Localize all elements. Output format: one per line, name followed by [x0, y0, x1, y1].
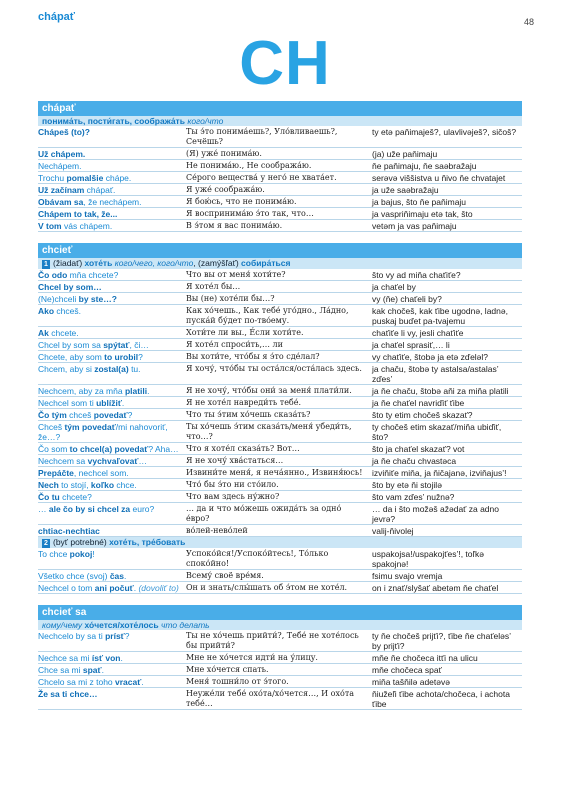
- slovak-phrase: Nechcem, aby za mňa platili.: [38, 386, 150, 396]
- entry-chciet2: [38, 537, 522, 594]
- transliteration: ja bajus, što ňe paňimaju: [372, 197, 467, 207]
- russian-translation: Мне не хо́чется идти́ на у́лицу.: [186, 653, 318, 662]
- russian-translation: Вы хоти́те, что́бы я э́то сде́лал?: [186, 352, 320, 361]
- transliteration: ty chočeš etim skazať/miňa ubiďiť, što?: [372, 422, 502, 442]
- slovak-phrase: Ako chceš.: [38, 306, 81, 316]
- slovak-phrase: … ale čo by si chcel za euro?: [38, 504, 155, 514]
- russian-translation: Успоко́йся!/Успоко́йтесь!, То́лько споко́йно!: [186, 549, 329, 568]
- sense-heading: [38, 116, 522, 126]
- slovak-phrase: Čo odo mňa chcete?: [38, 270, 119, 280]
- sense-heading: [38, 258, 522, 269]
- transliteration: uspakojsa!/uspakojťes’!, toľkə spakojnə!: [372, 549, 484, 569]
- table-row: [38, 630, 522, 652]
- slovak-phrase: Nechápem.: [38, 161, 82, 171]
- slovak-phrase: To chce pokoj!: [38, 549, 95, 559]
- table-row: [38, 479, 522, 491]
- table-row: [38, 570, 522, 582]
- slovak-phrase: Nechcelo by sa ti prísť?: [38, 631, 130, 641]
- table-row: [38, 652, 522, 664]
- transliteration: što by etə ňi stojilə: [372, 480, 442, 490]
- transliteration: miňa tašňilə adetəvə: [372, 677, 450, 687]
- russian-translation: Ты не хо́чешь прийти́?, Тебе́ не хоте́лось бы прийти́?: [186, 631, 359, 650]
- slovak-phrase: Ak chcete.: [38, 328, 79, 338]
- entry-chapat: [38, 101, 522, 232]
- table-row: [38, 467, 522, 479]
- transliteration: ja vaspriňimaju etə tak, što: [372, 209, 473, 219]
- slovak-phrase: Už začínam chápať.: [38, 185, 116, 195]
- table-row: [38, 443, 522, 455]
- transliteration: mňe chočeca spať: [372, 665, 442, 675]
- russian-translation: Я не хоте́л навреди́ть тебе́.: [186, 398, 302, 407]
- sense-heading: [38, 620, 522, 630]
- table-row: [38, 385, 522, 397]
- transliteration: kak chočeš, kak ťibe ugodnə, ladnə, puskaj buďet pa-tvajemu: [372, 306, 508, 326]
- sense-translation: понима́ть, пости́гать, сообража́ть кого/что: [42, 116, 224, 126]
- transliteration: vetəm ja vas paňimaju: [372, 221, 457, 231]
- russian-translation: Не понима́ю., Не сообража́ю.: [186, 161, 312, 170]
- table-row: [38, 582, 522, 594]
- entry-chciet: [38, 243, 522, 537]
- russian-translation: Ты хо́чешь э́тим сказа́ть/меня́ убеди́ть, что…?: [186, 422, 352, 441]
- table-row: [38, 172, 522, 184]
- transliteration: što ja chaťel skazať? vot: [372, 444, 465, 454]
- table-row: [38, 351, 522, 363]
- slovak-phrase: V tom vás chápem.: [38, 221, 113, 231]
- russian-translation: Я хоте́л спроси́ть,… ли: [186, 340, 283, 349]
- table-row: [38, 688, 522, 710]
- page-number: 48: [523, 17, 534, 27]
- running-head: chápať: [38, 11, 76, 23]
- table-row: [38, 148, 522, 160]
- slovak-phrase: Čo tým chceš povedať?: [38, 410, 133, 420]
- table-row: [38, 220, 522, 232]
- russian-translation: Я хоте́л бы…: [186, 282, 241, 291]
- transliteration: ja chaču, štobə ty astalsa/astalas’ zďes’: [372, 364, 499, 384]
- table-row: [38, 269, 522, 281]
- table-row: [38, 208, 522, 220]
- russian-translation: Се́рого вещества́ у него́ не хвата́ет.: [186, 173, 337, 182]
- table-row: [38, 126, 522, 148]
- sense-translation: (žiadať) хоте́ть кого/чего, кого/что, (zamýšľať) собира́ться: [53, 258, 291, 268]
- table-row: [38, 491, 522, 503]
- transliteration: ňiužeľi ťibe achota/chočeca, i achota ťibe: [372, 689, 510, 709]
- slovak-phrase: Chápem to tak, že...: [38, 209, 118, 219]
- russian-translation: Что вам здесь ну́жно?: [186, 492, 280, 501]
- entry-headword: chápať: [38, 101, 522, 116]
- section-letter: CH: [239, 29, 331, 98]
- russian-translation: Что ты э́тим хо́чешь сказа́ть?: [186, 410, 311, 419]
- russian-translation: (Я) уже́ понима́ю.: [186, 149, 262, 158]
- russian-translation: Я уже́ сообража́ю.: [186, 185, 265, 194]
- transliteration: on i znať/slyšať abetəm ňe chaťel: [372, 583, 499, 593]
- transliteration: ja ňe chaču chvastəca: [372, 456, 457, 466]
- sense-translation: (byť potrebné) хоте́ть, тре́бовать: [53, 537, 186, 547]
- slovak-phrase: Trochu pomalšie chápe.: [38, 173, 132, 183]
- russian-translation: Я воспринима́ю э́то так, что…: [186, 209, 314, 218]
- entry-headword: chcieť: [38, 243, 522, 258]
- slovak-phrase: Chce sa mi spať.: [38, 665, 104, 675]
- transliteration: mňe ňe chočeca itťi na ulicu: [372, 653, 478, 663]
- slovak-phrase: Že sa ti chce…: [38, 689, 98, 699]
- table-row: [38, 305, 522, 327]
- transliteration: ja uže saəbražaju: [372, 185, 439, 195]
- russian-translation: Я не хочу́, что́бы они́ за меня́ плати́ли.: [186, 386, 352, 395]
- russian-translation: Он и знать/слы́шать об э́том не хоте́л.: [186, 583, 348, 592]
- transliteration: ňe paňimaju, ňe saəbražaju: [372, 161, 477, 171]
- transliteration: ja ňe chaču, štobə aňi za miňa platili: [372, 386, 509, 396]
- transliteration: vy (ňe) chaťeli by?: [372, 294, 442, 304]
- transliteration: ja chaťel sprasiť,… li: [372, 340, 450, 350]
- transliteration: ja ňe chaťel navriďiť ťibe: [372, 398, 465, 408]
- russian-translation: Извини́те меня́, я неча́янно., Извиня́юсь!: [186, 468, 363, 477]
- slovak-phrase: Nechcel o tom ani počuť. (dovoliť to): [38, 583, 179, 593]
- transliteration: serəvə viššistva u ňivo ňe chvatajet: [372, 173, 506, 183]
- russian-translation: Я хочу́, что́бы ты оста́лся/оста́лась здесь.: [186, 364, 362, 373]
- table-row: [38, 339, 522, 351]
- transliteration: što vam zďes’ nužnə?: [372, 492, 455, 502]
- russian-translation: Мне хо́чется спать.: [186, 665, 269, 674]
- russian-translation: Что я хоте́л сказа́ть? Вот…: [186, 444, 300, 453]
- table-row: [38, 160, 522, 172]
- slovak-phrase: Čo tu chcete?: [38, 492, 92, 502]
- table-row: [38, 293, 522, 305]
- transliteration: (ja) uže paňimaju: [372, 149, 438, 159]
- transliteration: ty ňe chočeš priјťi?, ťibe ňe chaťeləs’ by prijťi?: [372, 631, 511, 651]
- russian-translation: Я не хочу́ хва́статься…: [186, 456, 284, 465]
- table-row: [38, 363, 522, 385]
- slovak-phrase: Chcel by som…: [38, 282, 102, 292]
- transliteration: izviňiťe miňa, ja ňičajanə, izviňajus’!: [372, 468, 507, 478]
- transliteration: chaťiťe li vy, jesli chaťiťe: [372, 328, 464, 338]
- slovak-phrase: Obávam sa, že nechápem.: [38, 197, 142, 207]
- transliteration: ty etə paňimaješ?, ulavlivəješ?, sičoš?: [372, 127, 517, 137]
- sense-heading: [38, 537, 522, 548]
- slovak-phrase: Chcem, aby si zostal(a) tu.: [38, 364, 141, 374]
- sense-translation: кому/чему хо́чется/хоте́лось что делать: [42, 620, 210, 630]
- entry-headword: chcieť sa: [38, 605, 522, 620]
- slovak-phrase: Chcel by som sa spýtať, či…: [38, 340, 149, 350]
- slovak-phrase: Už chápem.: [38, 149, 86, 159]
- slovak-phrase: (Ne)chceli by ste…?: [38, 294, 117, 304]
- russian-translation: В э́том я вас понима́ю.: [186, 221, 283, 230]
- sense-number: 2: [42, 539, 50, 548]
- russian-translation: Что вы от меня́ хоти́те?: [186, 270, 286, 279]
- table-row: [38, 548, 522, 570]
- slovak-phrase: Prepáčte, nechcel som.: [38, 468, 129, 478]
- russian-translation: Всему́ своё вре́мя.: [186, 571, 264, 580]
- transliteration: što vy ad miňa chaťiťe?: [372, 270, 461, 280]
- russian-translation: во́лей-нево́лей: [186, 526, 248, 535]
- transliteration: vy chaťiťe, štobə ja etə zďeləl?: [372, 352, 489, 362]
- table-row: [38, 421, 522, 443]
- russian-translation: Я бою́сь, что не понима́ю.: [186, 197, 297, 206]
- transliteration: što ty etim chočeš skazať?: [372, 410, 473, 420]
- russian-translation: Хоти́те ли вы., Е́сли хоти́те.: [186, 328, 304, 337]
- russian-translation: Как хо́чешь., Как тебе́ уго́дно., Ла́дно, пуска́й бу́дет по-тво́ему.: [186, 306, 349, 325]
- slovak-phrase: chtiac-nechtiac: [38, 526, 100, 536]
- russian-translation: Ты э́то понима́ешь?, Уло́вливаешь?, Сечёшь?: [186, 127, 338, 146]
- russian-translation: … да и что мо́жешь ожида́ть за одно́ е́вро?: [186, 504, 342, 523]
- slovak-phrase: Nechcem sa vychvaľovať…: [38, 456, 147, 466]
- russian-translation: Вы (не) хоте́ли бы…?: [186, 294, 275, 303]
- russian-translation: Неуже́ли тебе́ охо́та/хо́чется…, И охо́та тебе́…: [186, 689, 355, 708]
- transliteration: ja chaťel by: [372, 282, 416, 292]
- table-row: [38, 196, 522, 208]
- table-row: [38, 503, 522, 525]
- table-row: [38, 664, 522, 676]
- slovak-phrase: Čo som to chcel(a) povedať? Aha…: [38, 444, 179, 454]
- slovak-phrase: Nechce sa mi ísť von.: [38, 653, 123, 663]
- dictionary-content: [38, 101, 522, 721]
- slovak-phrase: Chcelo sa mi z toho vracať.: [38, 677, 144, 687]
- slovak-phrase: Všetko chce (svoj) čas.: [38, 571, 127, 581]
- transliteration: fsimu svajo vremja: [372, 571, 443, 581]
- slovak-phrase: Chápeš (to)?: [38, 127, 90, 137]
- slovak-phrase: Chcete, aby som to urobil?: [38, 352, 143, 362]
- sense-number: 1: [42, 260, 50, 269]
- russian-translation: Меня́ тошни́ло от э́того.: [186, 677, 289, 686]
- table-row: [38, 327, 522, 339]
- table-row: [38, 397, 522, 409]
- table-row: [38, 409, 522, 421]
- transliteration: … da i što možəš ažədať za adno jevrə?: [372, 504, 499, 524]
- table-row: [38, 525, 522, 537]
- russian-translation: Что́ бы э́то ни сто́ило.: [186, 480, 279, 489]
- slovak-phrase: Nech to stojí, koľko chce.: [38, 480, 137, 490]
- table-row: [38, 184, 522, 196]
- table-row: [38, 676, 522, 688]
- transliteration: valij-ňivolej: [372, 526, 414, 536]
- table-row: [38, 455, 522, 467]
- slovak-phrase: Nechcel som ti ublížiť.: [38, 398, 125, 408]
- entry-chciet-sa: [38, 605, 522, 710]
- table-row: [38, 281, 522, 293]
- slovak-phrase: Chceš tým povedať/mi nahovoriť, že…?: [38, 422, 168, 442]
